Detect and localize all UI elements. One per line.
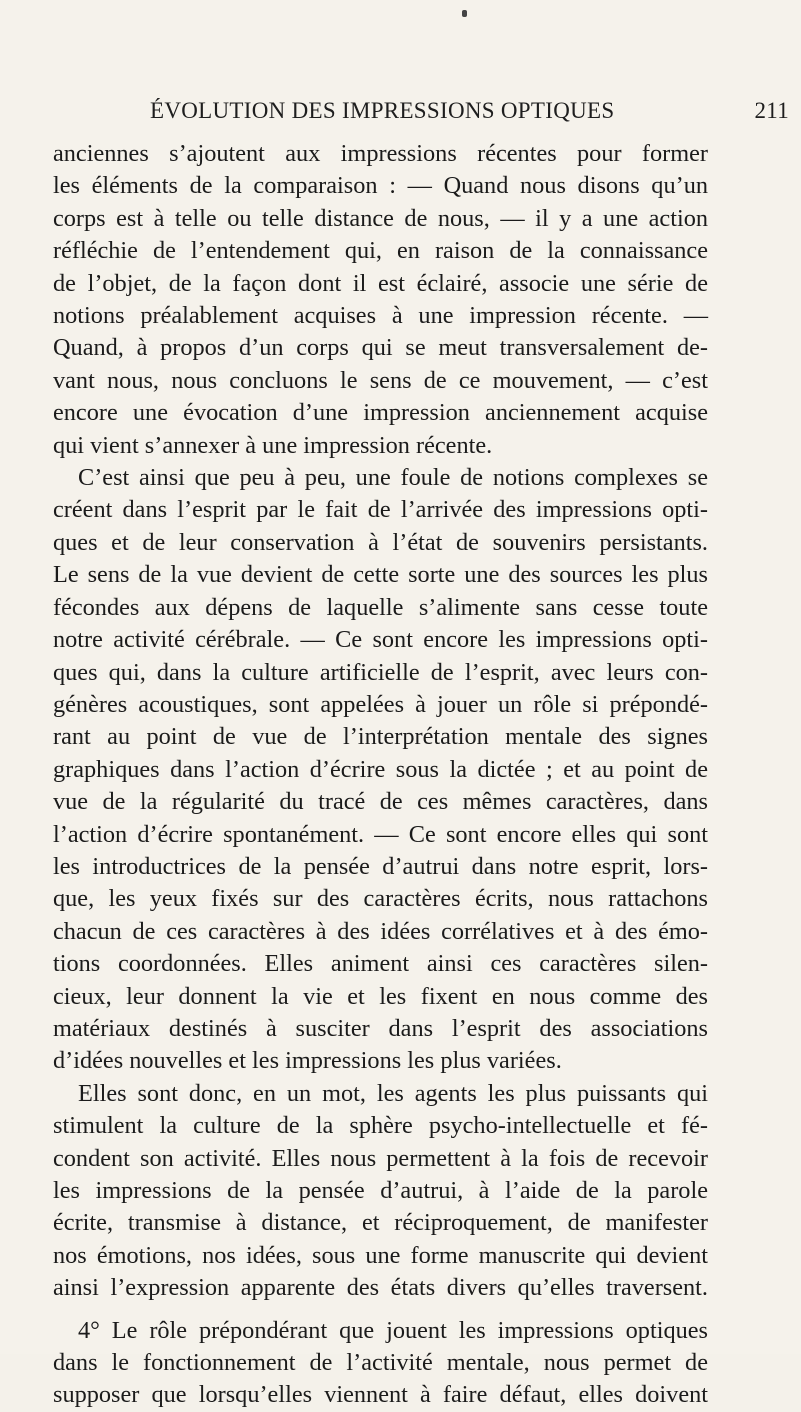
text-line: chacun de ces caractères à des idées corrélatives et à des émo- (53, 917, 708, 945)
text-line: C’est ainsi que peu à peu, une foule de notions complexes se (78, 464, 708, 492)
text-line: graphiques dans l’action d’écrire sous la dictée ; et au point de (53, 755, 708, 783)
text-line: matériaux destinés à susciter dans l’esprit des associations (53, 1014, 708, 1042)
page-number: 211 (754, 98, 789, 123)
text-line: les introductrices de la pensée d’autrui dans notre esprit, lors- (53, 852, 708, 880)
text-line: tions coordonnées. Elles animent ainsi ces caractères silen- (53, 950, 708, 978)
running-header (150, 98, 794, 128)
text-line: nos émotions, nos idées, sous une forme manuscrite qui devient (53, 1241, 708, 1269)
text-line: supposer que lorsqu’elles viennent à faire défaut, elles doivent (53, 1381, 708, 1409)
text-line: ques qui, dans la culture artificielle de l’esprit, avec leurs con- (53, 658, 708, 686)
text-line: dans le fonctionnement de l’activité mentale, nous permet de (53, 1349, 708, 1377)
text-line: vant nous, nous concluons le sens de ce mouvement, — c’est (53, 366, 708, 394)
text-line: réfléchie de l’entendement qui, en raison de la connaissance (53, 237, 708, 265)
text-line: notre activité cérébrale. — Ce sont encore les impressions opti- (53, 626, 708, 654)
text-line: cieux, leur donnent la vie et les fixent en nous comme des (53, 982, 708, 1010)
text-line: de l’objet, de la façon dont il est éclairé, associe une série de (53, 269, 708, 297)
text-line: stimulent la culture de la sphère psycho-intellectuelle et fé- (53, 1112, 708, 1140)
text-line: vue de la régularité du tracé de ces mêmes caractères, dans (53, 788, 708, 816)
text-line: l’action d’écrire spontanément. — Ce sont encore elles qui sont (53, 820, 708, 848)
text-line: qui vient s’annexer à une impression récente. (53, 431, 493, 459)
text-line: créent dans l’esprit par le fait de l’arrivée des impressions opti- (53, 496, 708, 524)
paragraph-4 (53, 1315, 708, 1412)
text-line: condent son activité. Elles nous permettent à la fois de recevoir (53, 1144, 708, 1172)
text-line: génères acoustiques, sont appelées à jouer un rôle si prépondé- (53, 690, 708, 718)
text-line: fécondes aux dépens de laquelle s’alimente sans cesse toute (53, 593, 708, 621)
text-line: notions préalablement acquises à une impression récente. — (53, 302, 708, 330)
print-speck (462, 10, 467, 17)
paragraph-1 (53, 138, 708, 462)
text-line: Elles sont donc, en un mot, les agents les plus puissants qui (78, 1079, 708, 1107)
text-line: anciennes s’ajoutent aux impressions récentes pour former (53, 140, 708, 167)
text-line: rant au point de vue de l’interprétation mentale des signes (53, 723, 708, 751)
text-line: Quand, à propos d’un corps qui se meut transversalement de- (53, 334, 708, 362)
running-title: ÉVOLUTION DES IMPRESSIONS OPTIQUES (150, 98, 615, 123)
paragraph-3 (53, 1078, 708, 1305)
paragraph-gap (53, 1305, 708, 1315)
text-line: 4° Le rôle prépondérant que jouent les impressions optiques (78, 1316, 708, 1344)
text-line: encore une évocation d’une impression anciennement acquise (53, 399, 708, 427)
text-line: écrite, transmise à distance, et réciproquement, de manifester (53, 1209, 708, 1237)
text-line: les impressions de la pensée d’autrui, à l’aide de la parole (53, 1177, 708, 1204)
text-line: ainsi l’expression apparente des états divers qu’elles traversent. (53, 1274, 708, 1302)
text-line: d’idées nouvelles et les impressions les plus variées. (53, 1047, 562, 1075)
text-line: que, les yeux fixés sur des caractères écrits, nous rattachons (53, 885, 708, 913)
body-text (53, 138, 708, 1412)
text-line: ques et de leur conservation à l’état de souvenirs persistants. (53, 528, 708, 556)
text-line: corps est à telle ou telle distance de nous, — il y a une action (53, 204, 708, 232)
text-line: les éléments de la comparaison : — Quand nous disons qu’un (53, 172, 708, 200)
paragraph-2 (53, 462, 708, 1078)
text-line: Le sens de la vue devient de cette sorte une des sources les plus (53, 561, 708, 589)
